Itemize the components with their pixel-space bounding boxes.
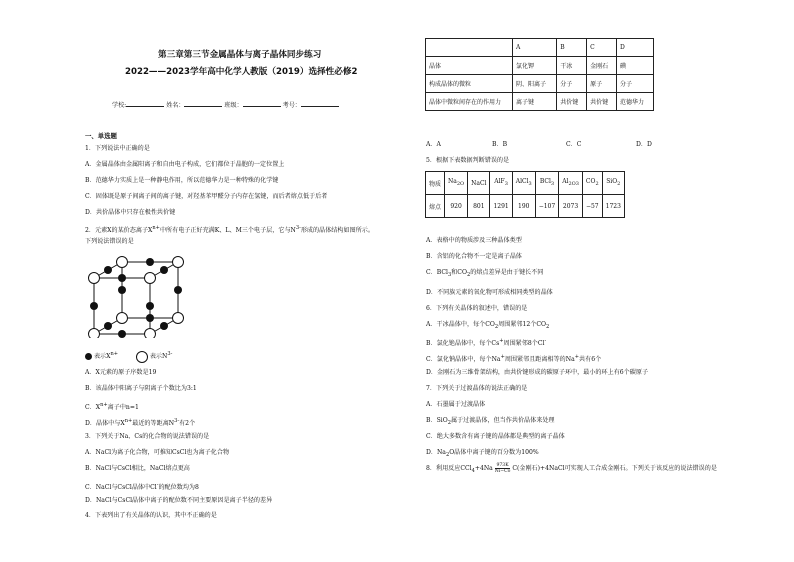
reaction-condition: $\frac{973K}{Ni-Co}$	[494, 463, 511, 474]
q7-option-a: A．石墨属于过渡晶体	[426, 401, 486, 408]
title-line-2: 2022——2023学年高中化学人教版（2019）选择性必修2	[125, 67, 358, 77]
table-cell: 离子键	[513, 93, 557, 111]
table-cell: NaCl	[468, 172, 490, 195]
q2-option-d: D．晶体中与$X^{n+}$最近的等距离$N^{3-}$有2个	[85, 418, 196, 428]
q1-option-c: C．固体既是原子间离子间的离子键，对羟基苯甲醛分子内存在氢键，而后者熔点低于后者	[85, 193, 328, 200]
table-cell: 晶体	[426, 57, 513, 75]
q4-crystal-table	[425, 38, 654, 111]
q5-option-d: D．不同族元素的氧化物可形成相同类型的晶体	[426, 289, 553, 296]
q6-option-c: C．氯化钠晶体中，每个Na+周围紧邻且距离相等的Na+共有6个	[426, 354, 602, 364]
q1-option-a: A．金属晶体由金属阳离子和自由电子构成，它们都位于晶胞的一定位置上	[85, 161, 285, 168]
q7-option-c: C．绝大多数含有离子键的晶体都是典型的离子晶体	[426, 433, 565, 440]
table-row	[426, 39, 654, 57]
q5-option-c: C．BCl$_3$和$CO_2$的熔点差异是由于键长不同	[426, 269, 544, 279]
q4-option-c: C．C	[566, 141, 582, 148]
q4-option-d: D．D	[636, 141, 652, 148]
q3-option-b: B．NaCl与CsCl相比，NaCl熔点更高	[85, 465, 190, 472]
school-label: 学校:	[112, 102, 127, 109]
table-cell: 分子	[557, 75, 587, 93]
name-label: 姓名：	[166, 102, 185, 109]
table-header-cell: C	[587, 39, 617, 57]
table-cell: 氯化钾	[513, 57, 557, 75]
q5-option-b: B．含铝的化合物不一定是离子晶体	[426, 253, 522, 260]
q7-option-d: D．$Na_2O$晶体中离子键的百分数为100%	[426, 449, 539, 459]
table-cell: −107	[535, 195, 558, 218]
table-cell: $Al_{2O3}$	[559, 172, 583, 195]
class-field[interactable]	[243, 100, 281, 107]
table-cell: 碘	[616, 57, 653, 75]
table-cell: $Na_{2O}$	[445, 172, 468, 195]
figure-legend: 表示$X^{n+}$ 表示$N^{3-}$	[85, 350, 172, 363]
table-cell: 1291	[490, 195, 512, 218]
table-cell: 1723	[602, 195, 624, 218]
n3-ion-corners	[89, 257, 184, 339]
x-ion-edge-centers	[90, 258, 182, 338]
q5-option-a: A．表格中的物质涉及三种晶体类型	[426, 237, 522, 244]
table-row	[426, 172, 625, 195]
table-cell: 熔点	[426, 195, 445, 218]
q5-stem: 5．根据下表数据判断错误的是	[426, 157, 510, 164]
q6-option-d: D．金刚石为三维骨架结构，由共价键形成的碳原子环中，最小的环上有6个碳原子	[426, 369, 649, 376]
table-cell: 2073	[559, 195, 583, 218]
table-cell: −57	[582, 195, 602, 218]
q7-stem: 7．下列关于过渡晶体的说法正确的是	[426, 385, 528, 392]
q2-stem-line-1: 2．元素X的某价态离子$X^{n+}$中所有电子正好充满K、L、M三个电子层，它与$N^{3-}$形成的晶体结构如图所示。	[85, 225, 374, 235]
table-cell: 物质	[426, 172, 445, 195]
table-cell: 190	[512, 195, 535, 218]
q2-option-a: A．X元素的原子序数是19	[85, 369, 157, 376]
table-cell: BCl$_3$	[535, 172, 558, 195]
table-cell: SiO$_2$	[602, 172, 624, 195]
section-heading: 一、单选题	[85, 132, 117, 140]
q4-option-b: B．B	[492, 141, 508, 148]
table-cell	[426, 39, 513, 57]
q2-stem-line-2: 下列说法错误的是	[85, 238, 134, 245]
table-cell: 分子	[616, 75, 653, 93]
filled-circle-icon	[85, 353, 92, 360]
table-header-cell: D	[616, 39, 653, 57]
q3-option-d: D．NaCl与CsCl晶体中离子的配位数不同主要原因是离子半径的差异	[85, 497, 273, 504]
q8-stem: 8．利用反应CCl$_4$+4Na $\frac{973K}{Ni-Co}$ C(金刚石)+4NaCl可实现人工合成金刚石。下列关于该反应的说法错误的是	[426, 463, 717, 475]
table-header-cell: B	[557, 39, 587, 57]
id-field[interactable]	[301, 100, 339, 107]
table-cell: 范德华力	[616, 93, 653, 111]
open-circle-icon	[136, 351, 148, 363]
class-label: 班级：	[224, 102, 243, 109]
q2-option-b: B．该晶体中阳离子与阴离子个数比为3:1	[85, 385, 197, 392]
q1-option-d: D．共价晶体中只存在极性共价键	[85, 209, 176, 216]
table-cell: 801	[468, 195, 490, 218]
table-header-cell: A	[513, 39, 557, 57]
table-row	[426, 93, 654, 111]
q6-stem: 6．下列有关晶体的叙述中，错误的是	[426, 305, 528, 312]
id-label: 考号：	[282, 102, 301, 109]
table-cell: 晶体中微粒间存在的作用力	[426, 93, 513, 111]
q4-option-a: A．A	[426, 141, 441, 148]
table-cell: 金刚石	[587, 57, 617, 75]
table-row	[426, 195, 625, 218]
table-cell: 共价键	[557, 93, 587, 111]
q3-option-a: A．NaCl为离子化合物，可推知CsCl也为离子化合物	[85, 449, 230, 456]
q6-option-a: A．干冰晶体中，每个$CO_2$周围紧邻12个$CO_2$	[426, 321, 550, 331]
q1-option-b: B．范德华力实质上是一种静电作用，所以范德华力是一种特殊的化学键	[85, 177, 279, 184]
student-info-row	[112, 100, 339, 110]
q4-stem: 4．下表列出了有关晶体的认识，其中不正确的是	[85, 512, 217, 519]
table-cell: 阴、阳离子	[513, 75, 557, 93]
title-line-1: 第三章第三节金属晶体与离子晶体同步练习	[158, 50, 322, 60]
table-cell: 原子	[587, 75, 617, 93]
table-cell: 构成晶体的微粒	[426, 75, 513, 93]
table-row	[426, 57, 654, 75]
q5-melting-point-table	[425, 171, 625, 218]
crystal-lattice-figure	[86, 256, 186, 338]
q2-option-c: C．$X^{n+}$离子中n=1	[85, 402, 139, 412]
q3-stem: 3．下列关于Na、Cs的化合物的说法错误的是	[85, 433, 210, 440]
q3-option-c: C．NaCl与CsCl晶体中Cl-的配位数均为8	[85, 482, 199, 492]
table-row	[426, 75, 654, 93]
q6-option-b: B．氯化铯晶体中，每个Cs+周围紧邻8个Cl-	[426, 338, 547, 348]
q1-stem: 1．下列说法中正确的是	[85, 145, 150, 152]
q7-option-b: B．SiO$_2$属于过渡晶体，但当作共价晶体来处理	[426, 417, 555, 427]
table-cell: $CO_2$	[582, 172, 602, 195]
table-cell: 920	[445, 195, 468, 218]
table-cell: AlCl$_3$	[512, 172, 535, 195]
school-field[interactable]	[126, 100, 164, 107]
table-cell: AlF$_3$	[490, 172, 512, 195]
table-cell: 干冰	[557, 57, 587, 75]
table-cell: 共价键	[587, 93, 617, 111]
name-field[interactable]	[184, 100, 222, 107]
